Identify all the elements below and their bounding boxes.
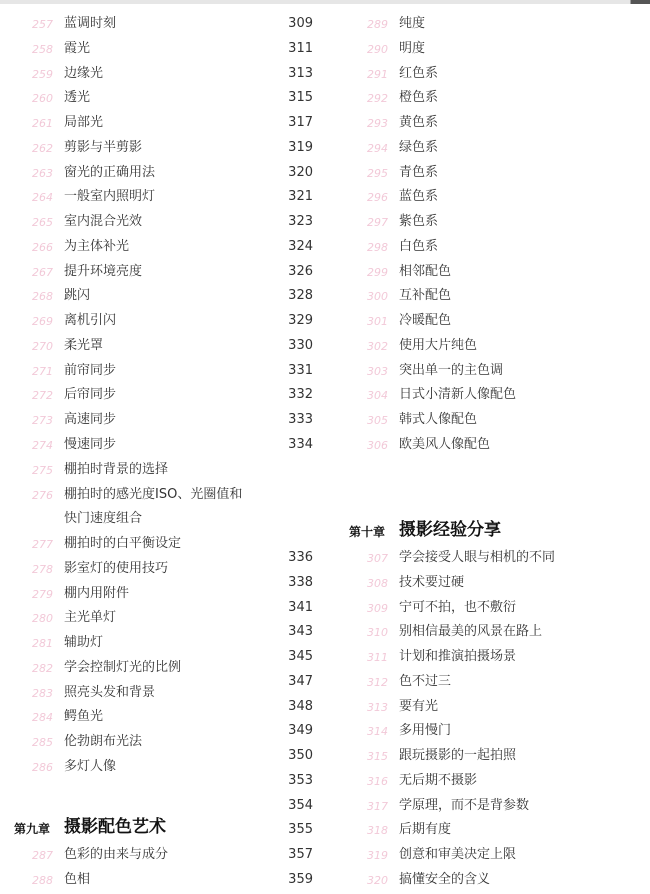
entry-number: 258 [32, 42, 53, 56]
entry-title: 前帘同步 [64, 362, 117, 378]
entry-title: 蓝调时刻 [64, 16, 117, 31]
entry-title: 纯度 [399, 16, 426, 31]
entry-number: 275 [32, 463, 53, 477]
entry-title: 棚内用附件 [64, 585, 130, 601]
entry-number: 314 [367, 725, 388, 739]
entry-title: 色彩的由来与成分 [64, 847, 169, 862]
entry-number: 281 [32, 637, 53, 650]
entry-number: 307 [367, 552, 388, 565]
entry-number: 286 [32, 760, 53, 774]
entry-number: 297 [367, 216, 388, 229]
entry-title: 白色系 [399, 238, 439, 254]
entry-title: 别相信最美的风景在路上 [399, 624, 543, 640]
entry-number: 259 [32, 67, 53, 81]
entry-number: 289 [367, 18, 388, 31]
entry-number: 290 [367, 42, 388, 56]
entry-page: 315 [288, 90, 313, 106]
entry-title: 一般室内照明灯 [64, 189, 156, 205]
entry-title: 学会控制灯光的比例 [64, 659, 182, 675]
entry-title: 青色系 [399, 164, 439, 180]
entry-number: 291 [367, 67, 388, 81]
entry-number: 276 [32, 489, 53, 502]
entry-title: 色相 [64, 871, 91, 887]
entry-title: 剪影与半剪影 [64, 139, 143, 155]
entry-number: 293 [367, 117, 388, 130]
entry-title: 韩式人像配色 [399, 412, 478, 427]
entry-title: 橙色系 [399, 90, 439, 106]
entry-page: 313 [288, 65, 313, 81]
entry-title: 鳄鱼光 [64, 709, 104, 725]
entry-number: 306 [367, 438, 388, 452]
entry-page: 321 [288, 189, 313, 205]
entry-title: 离机引闪 [64, 313, 117, 328]
entry-page: 341 [288, 599, 313, 615]
entry-number: 272 [32, 389, 53, 403]
entry-number: 294 [367, 141, 388, 155]
entry-number: 270 [32, 339, 53, 353]
entry-title: 紫色系 [399, 214, 439, 229]
entry-number: 284 [32, 711, 53, 725]
entry-title: 多灯人像 [64, 758, 117, 774]
entry-page: 320 [288, 164, 313, 180]
entry-number: 309 [367, 601, 388, 615]
entry-number: 285 [32, 736, 53, 749]
entry-number: 292 [367, 92, 388, 106]
entry-number: 261 [32, 117, 53, 130]
entry-title: 跟玩摄影的一起拍照 [399, 748, 517, 763]
entry-number: 304 [367, 389, 388, 403]
entry-number: 308 [367, 576, 388, 590]
entry-title: 相邻配色 [399, 263, 452, 279]
chapter-number: 第九章 [14, 822, 51, 836]
chapter-title: 摄影经验分享 [399, 520, 501, 540]
entry-title: 互补配色 [399, 288, 452, 304]
entry-number: 267 [32, 265, 53, 279]
entry-title: 使用大片纯色 [399, 337, 478, 353]
entry-title: 棚拍时的感光度ISO、光圈值和 [64, 487, 243, 502]
entry-number: 311 [367, 651, 388, 664]
entry-page: 347 [288, 673, 313, 689]
entry-title: 红色系 [399, 65, 439, 81]
entry-number: 274 [32, 438, 53, 452]
entry-title: 创意和审美决定上限 [399, 847, 517, 862]
entry-title: 色不过三 [399, 673, 452, 689]
entry-page: 353 [288, 772, 313, 788]
entry-title: 辅助灯 [64, 635, 104, 650]
entry-title: 技术要过硬 [399, 574, 465, 590]
entry-number: 303 [367, 364, 388, 378]
entry-title: 照亮头发和背景 [64, 684, 156, 700]
entry-title: 日式小清新人像配色 [399, 387, 517, 403]
entry-number: 279 [32, 587, 53, 601]
entry-title: 霞光 [64, 40, 91, 56]
entry-page: 343 [288, 624, 313, 640]
entry-number: 300 [367, 290, 388, 304]
entry-title: 后期有度 [399, 822, 452, 838]
entry-number: 295 [367, 166, 388, 180]
entry-number: 298 [367, 240, 388, 254]
entry-page: 319 [288, 139, 313, 155]
entry-number: 320 [367, 873, 388, 887]
entry-title: 棚拍时的白平衡设定 [64, 536, 182, 551]
chapter-number: 第十章 [349, 525, 386, 539]
entry-page: 323 [288, 214, 313, 229]
entry-number: 317 [367, 799, 388, 813]
entry-page: 309 [288, 16, 313, 31]
entry-title: 高速同步 [64, 412, 117, 427]
entry-page: 311 [288, 40, 313, 56]
entry-title: 透光 [64, 90, 91, 106]
entry-number: 301 [367, 315, 388, 328]
entry-number: 268 [32, 290, 53, 304]
entry-number: 299 [367, 265, 388, 279]
entry-title: 窗光的正确用法 [64, 164, 156, 180]
entry-page: 324 [288, 238, 313, 254]
entry-number: 316 [367, 774, 388, 788]
entry-title: 无后期不摄影 [399, 772, 478, 788]
entry-number: 260 [32, 92, 53, 106]
entry-page: 350 [288, 748, 313, 763]
entry-number: 257 [32, 18, 53, 31]
entry-title: 后帘同步 [64, 387, 117, 403]
entry-title: 多用慢门 [399, 723, 452, 739]
entry-page: 333 [288, 412, 313, 427]
entry-title: 伦勃朗布光法 [64, 734, 143, 749]
entry-number: 312 [367, 675, 388, 689]
entry-number: 305 [367, 414, 388, 427]
entry-number: 310 [367, 626, 388, 640]
entry-title: 棚拍时背景的选择 [64, 461, 169, 477]
entry-page: 317 [288, 115, 313, 130]
entry-number: 277 [32, 538, 53, 551]
entry-title: 搞懂安全的含义 [399, 871, 491, 887]
entry-number: 282 [32, 661, 53, 675]
entry-title: 学原理，而不是背参数 [399, 797, 530, 813]
entry-title: 明度 [399, 40, 426, 56]
entry-number: 269 [32, 315, 53, 328]
entry-page: 336 [288, 550, 313, 565]
entry-title: 跳闪 [64, 288, 91, 304]
entry-title: 为主体补光 [64, 238, 130, 254]
entry-title: 柔光罩 [64, 337, 104, 353]
chapter-title: 摄影配色艺术 [64, 817, 166, 837]
entry-number: 262 [32, 141, 53, 155]
entry-number: 273 [32, 414, 53, 427]
entry-number: 278 [32, 562, 53, 576]
entry-title: 蓝色系 [399, 189, 439, 205]
entry-title: 主光单灯 [64, 610, 117, 626]
entry-title: 局部光 [64, 115, 104, 130]
entry-page: 359 [288, 871, 313, 887]
entry-page: 330 [288, 337, 313, 353]
entry-page: 349 [288, 723, 313, 739]
entry-title: 要有光 [399, 698, 439, 714]
entry-title: 突出单一的主色调 [399, 362, 504, 378]
entry-title: 提升环境亮度 [64, 263, 143, 279]
entry-number: 265 [32, 216, 53, 229]
entry-title: 影室灯的使用技巧 [64, 560, 169, 576]
entry-number: 264 [32, 191, 53, 205]
entry-page: 331 [288, 362, 313, 378]
entry-page: 357 [288, 847, 313, 862]
entry-page: 332 [288, 387, 313, 403]
entry-page: 328 [288, 288, 313, 304]
entry-page: 329 [288, 313, 313, 328]
entry-page: 354 [288, 797, 313, 813]
entry-number: 266 [32, 240, 53, 254]
entry-number: 271 [32, 364, 53, 378]
entry-title: 计划和推演拍摄场景 [399, 649, 517, 664]
entry-number: 313 [367, 700, 388, 714]
entry-page: 355 [288, 822, 313, 838]
top-rule [0, 0, 650, 4]
entry-number: 302 [367, 339, 388, 353]
entry-number: 280 [32, 612, 53, 626]
entry-title: 黄色系 [399, 115, 439, 130]
entry-page: 326 [288, 263, 313, 279]
entry-title-continued: 快门速度组合 [64, 511, 143, 526]
entry-page: 345 [288, 649, 313, 664]
entry-title: 宁可不拍，也不敷衍 [399, 599, 517, 615]
entry-title: 学会接受人眼与相机的不同 [399, 550, 556, 565]
entry-title: 绿色系 [399, 139, 439, 155]
entry-number: 288 [32, 873, 53, 887]
entry-page: 348 [288, 698, 313, 714]
entry-title: 室内混合光效 [64, 214, 143, 229]
entry-number: 296 [367, 191, 388, 205]
entry-page: 338 [288, 574, 313, 590]
entry-number: 263 [32, 166, 53, 180]
entry-title: 边缘光 [64, 65, 104, 81]
entry-number: 315 [367, 750, 388, 763]
entry-number: 318 [367, 824, 388, 838]
entry-title: 慢速同步 [64, 436, 117, 452]
entry-title: 冷暖配色 [399, 313, 452, 328]
entry-number: 287 [32, 849, 53, 862]
entry-page: 334 [288, 436, 313, 452]
entry-number: 283 [32, 686, 53, 700]
entry-title: 欧美风人像配色 [399, 436, 491, 452]
entry-number: 319 [367, 849, 388, 862]
